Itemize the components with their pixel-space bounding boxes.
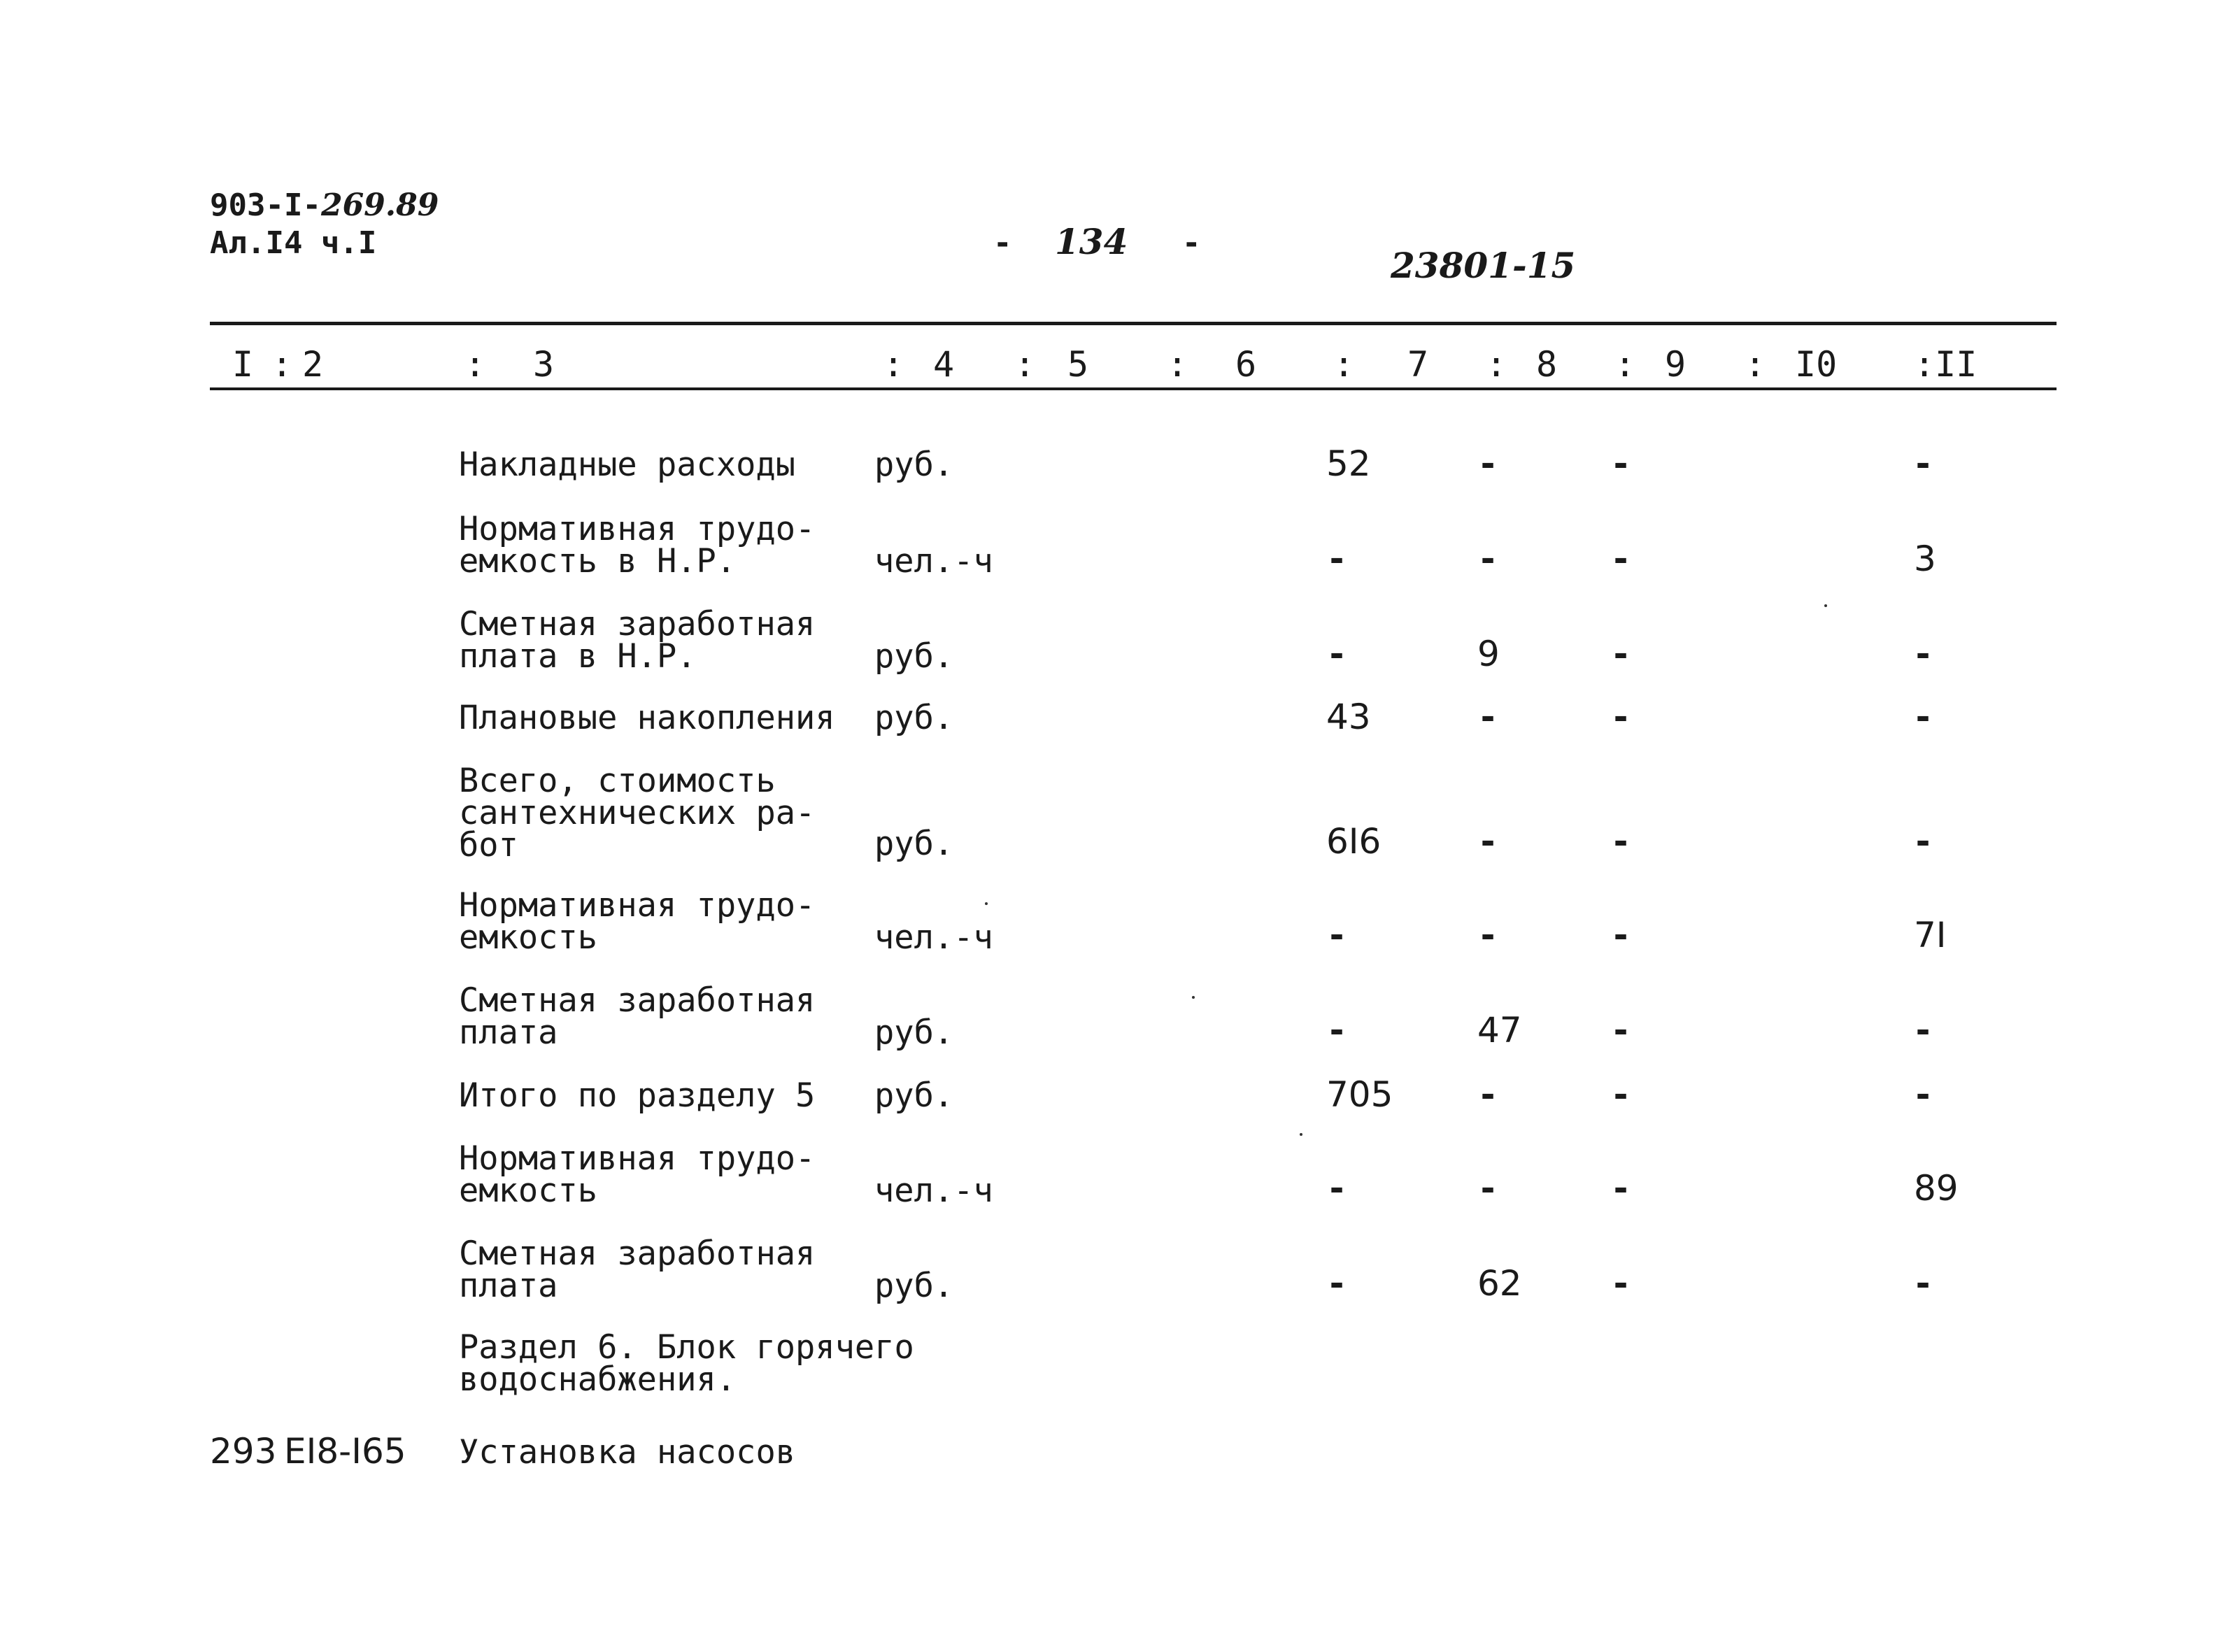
page-dash-left: - xyxy=(993,225,1012,261)
row-name: Сметная заработная плата в Н.Р. xyxy=(459,605,816,676)
col-header-9: 9 xyxy=(1665,344,1686,385)
row-col7: 52 xyxy=(1326,443,1371,484)
row-col11: - xyxy=(1912,1263,1934,1304)
col-sep: : xyxy=(1014,344,1036,385)
col-header-2: 2 xyxy=(302,344,324,385)
row-col8: 9 xyxy=(1477,634,1500,674)
col-sep: : xyxy=(1167,344,1188,385)
row-col7: 6I6 xyxy=(1326,821,1382,862)
row-col8: - xyxy=(1477,443,1499,484)
row-col7: - xyxy=(1326,1010,1348,1051)
top-rule xyxy=(210,322,2057,325)
row-name: Сметная заработная плата xyxy=(459,981,816,1052)
item-number: 293 xyxy=(210,1431,277,1472)
row-unit: руб. xyxy=(874,825,954,863)
row-col7: - xyxy=(1326,1263,1348,1304)
row-unit: руб. xyxy=(874,1013,954,1052)
row-name: Нормативная трудо- емкость xyxy=(459,886,816,957)
doc-number: 23801-15 xyxy=(1391,245,1576,286)
row-col8: - xyxy=(1477,697,1499,737)
row-col7: - xyxy=(1326,915,1348,955)
row-col9: - xyxy=(1610,821,1632,862)
col-sep: : xyxy=(1614,344,1636,385)
row-col9: - xyxy=(1610,1010,1632,1051)
row-col11: - xyxy=(1912,1010,1934,1051)
row-unit: руб. xyxy=(874,637,954,676)
row-unit: руб. xyxy=(874,1076,954,1115)
item-name: Установка насосов xyxy=(459,1433,796,1472)
row-col7: - xyxy=(1326,1168,1348,1209)
row-col11: - xyxy=(1912,697,1934,737)
col-header-4: 4 xyxy=(933,344,955,385)
col-header-7: 7 xyxy=(1407,344,1429,385)
section-heading: Раздел 6. Блок горячего водоснабжения. xyxy=(459,1328,914,1399)
row-col9: - xyxy=(1610,1263,1632,1304)
row-col8: - xyxy=(1477,539,1499,579)
row-col8: 62 xyxy=(1477,1263,1522,1304)
row-col8: - xyxy=(1477,1168,1499,1209)
row-name: Нормативная трудо- емкость xyxy=(459,1139,816,1210)
row-col7: - xyxy=(1326,634,1348,674)
document-code-handwritten: 269.89 xyxy=(320,187,439,223)
col-header-6: 6 xyxy=(1235,344,1257,385)
album-label: Ал.I4 ч.I xyxy=(210,225,377,261)
row-col9: - xyxy=(1610,539,1632,579)
row-col11: - xyxy=(1912,1074,1934,1115)
col-header-10: I0 xyxy=(1795,344,1838,385)
col-sep: : xyxy=(1486,344,1507,385)
row-name: Нормативная трудо- емкость в Н.Р. xyxy=(459,510,816,581)
row-unit: чел.-ч xyxy=(874,918,993,957)
row-name: Итого по разделу 5 xyxy=(459,1076,816,1115)
row-col8: - xyxy=(1477,915,1499,955)
row-unit: чел.-ч xyxy=(874,542,993,581)
col-header-8: 8 xyxy=(1536,344,1558,385)
col-sep: : xyxy=(271,344,293,385)
row-unit: руб. xyxy=(874,699,954,737)
row-col9: - xyxy=(1610,443,1632,484)
col-sep: : xyxy=(1745,344,1766,385)
col-sep: : xyxy=(464,344,486,385)
row-name: Сметная заработная плата xyxy=(459,1234,816,1305)
row-unit: руб. xyxy=(874,446,954,484)
document-code-prefix: 903-I- xyxy=(210,187,321,223)
item-code: EI8-I65 xyxy=(284,1431,406,1472)
header-bottom-rule xyxy=(210,387,2057,390)
document-code xyxy=(210,187,439,223)
row-name: Всего, стоимость сантехнических ра- бот xyxy=(459,762,816,864)
row-col7: 705 xyxy=(1326,1074,1393,1115)
row-unit: чел.-ч xyxy=(874,1172,993,1210)
row-col7: 43 xyxy=(1326,697,1371,737)
page-number: 134 xyxy=(1055,221,1128,262)
scan-speck xyxy=(1824,604,1827,607)
row-col11: 3 xyxy=(1914,539,1936,579)
col-sep: : xyxy=(1333,344,1355,385)
scan-speck xyxy=(1192,996,1195,999)
row-col8: 47 xyxy=(1477,1010,1522,1051)
row-col9: - xyxy=(1610,915,1632,955)
col-header-5: 5 xyxy=(1067,344,1089,385)
row-col9: - xyxy=(1610,634,1632,674)
col-sep: : xyxy=(883,344,904,385)
row-name: Накладные расходы xyxy=(459,446,796,484)
row-unit: руб. xyxy=(874,1267,954,1305)
row-col11: 89 xyxy=(1914,1168,1959,1209)
col-header-1: I xyxy=(232,344,254,385)
row-name: Плановые накопления xyxy=(459,699,835,737)
row-col9: - xyxy=(1610,1074,1632,1115)
scan-speck xyxy=(985,902,988,905)
row-col11: - xyxy=(1912,634,1934,674)
scan-speck xyxy=(1300,1133,1302,1136)
row-col9: - xyxy=(1610,1168,1632,1209)
row-col8: - xyxy=(1477,821,1499,862)
col-header-3: 3 xyxy=(533,344,555,385)
row-col11: - xyxy=(1912,443,1934,484)
row-col11: 7I xyxy=(1914,915,1947,955)
page-dash-right: - xyxy=(1182,225,1201,261)
row-col11: - xyxy=(1912,821,1934,862)
row-col9: - xyxy=(1610,697,1632,737)
col-header-11: :II xyxy=(1914,344,1977,385)
row-col7: - xyxy=(1326,539,1348,579)
row-col8: - xyxy=(1477,1074,1499,1115)
